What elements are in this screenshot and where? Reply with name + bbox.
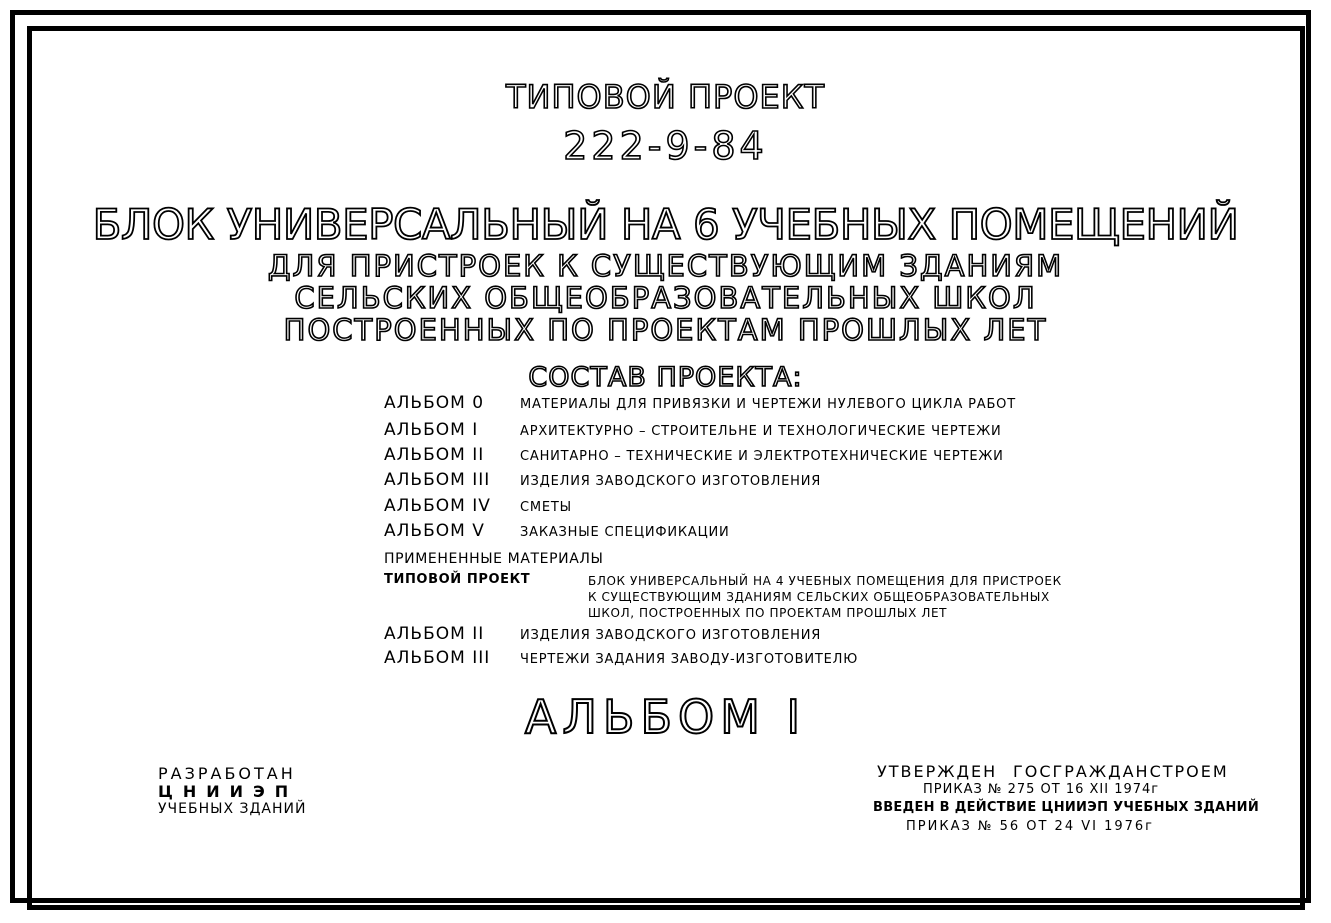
album-label: АЛЬБОМ II [384,445,485,465]
album-label: АЛЬБОМ IV [384,496,491,516]
applied-project-desc: БЛОК УНИВЕРСАЛЬНЫЙ НА 4 УЧЕБНЫХ ПОМЕЩЕНИЯ ДЛЯ ПРИСТРОЕК [588,574,1062,588]
album-label: АЛЬБОМ V [384,521,485,541]
developer-org: ЦНИИЭП [158,782,299,801]
developer-org-sub: УЧЕБНЫХ ЗДАНИЙ [158,801,307,817]
subtitle-line-2: СЕЛЬСКИХ ОБЩЕОБРАЗОВАТЕЛЬНЫХ ШКОЛ [294,281,1037,315]
album-label: АЛЬБОМ III [384,470,491,490]
album-desc: АРХИТЕКТУРНО – СТРОИТЕЛЬНЕ И ТЕХНОЛОГИЧЕСКИЕ ЧЕРТЕЖИ [520,424,1002,439]
album-label: АЛЬБОМ I [384,420,479,440]
developer-label: РАЗРАБОТАН [158,764,296,783]
subtitle-line-3: ПОСТРОЕННЫХ ПО ПРОЕКТАМ ПРОШЛЫХ ЛЕТ [283,313,1048,347]
album-desc: ЗАКАЗНЫЕ СПЕЦИФИКАЦИИ [520,525,730,540]
approved-label: УТВЕРЖДЕН [877,762,998,781]
album-label: АЛЬБОМ 0 [384,393,485,413]
applied-album-label: АЛЬБОМ II [384,624,485,644]
project-type: ТИПОВОЙ ПРОЕКТ [505,78,825,116]
album-desc: МАТЕРИАЛЫ ДЛЯ ПРИВЯЗКИ И ЧЕРТЕЖИ НУЛЕВОГО ЦИКЛА РАБОТ [520,397,1016,412]
main-title: БЛОК УНИВЕРСАЛЬНЫЙ НА 6 УЧЕБНЫХ ПОМЕЩЕНИЙ [92,200,1239,249]
album-title: АЛЬБОМ I [524,690,807,744]
applied-heading: ПРИМЕНЕННЫЕ МАТЕРИАЛЫ [384,551,604,567]
album-desc: СМЕТЫ [520,500,572,515]
applied-project-label: ТИПОВОЙ ПРОЕКТ [384,572,531,587]
album-desc: САНИТАРНО – ТЕХНИЧЕСКИЕ И ЭЛЕКТРОТЕХНИЧЕСКИЕ ЧЕРТЕЖИ [520,449,1004,464]
approval-order-2: ПРИКАЗ № 56 ОТ 24 VI 1976г [906,819,1155,834]
composition-heading: СОСТАВ ПРОЕКТА: [528,362,803,393]
project-number: 222-9-84 [563,124,768,168]
applied-project-desc: К СУЩЕСТВУЮЩИМ ЗДАНИЯМ СЕЛЬСКИХ ОБЩЕОБРАЗОВАТЕЛЬНЫХ [588,590,1050,604]
applied-album-label: АЛЬБОМ III [384,648,491,668]
enacted-by: ВВЕДЕН В ДЕЙСТВИЕ ЦНИИЭП УЧЕБНЫХ ЗДАНИЙ [873,800,1260,815]
subtitle-line-1: ДЛЯ ПРИСТРОЕК К СУЩЕСТВУЮЩИМ ЗДАНИЯМ [267,249,1064,283]
album-desc: ИЗДЕЛИЯ ЗАВОДСКОГО ИЗГОТОВЛЕНИЯ [520,474,822,489]
applied-album-desc: ИЗДЕЛИЯ ЗАВОДСКОГО ИЗГОТОВЛЕНИЯ [520,628,822,643]
applied-project-desc: ШКОЛ, ПОСТРОЕННЫХ ПО ПРОЕКТАМ ПРОШЛЫХ ЛЕТ [588,606,948,620]
applied-album-desc: ЧЕРТЕЖИ ЗАДАНИЯ ЗАВОДУ-ИЗГОТОВИТЕЛЮ [520,652,859,667]
approved-by: ГОСГРАЖДАНСТРОЕМ [1013,762,1229,781]
approval-order-1: ПРИКАЗ № 275 ОТ 16 XII 1974г [923,782,1160,797]
